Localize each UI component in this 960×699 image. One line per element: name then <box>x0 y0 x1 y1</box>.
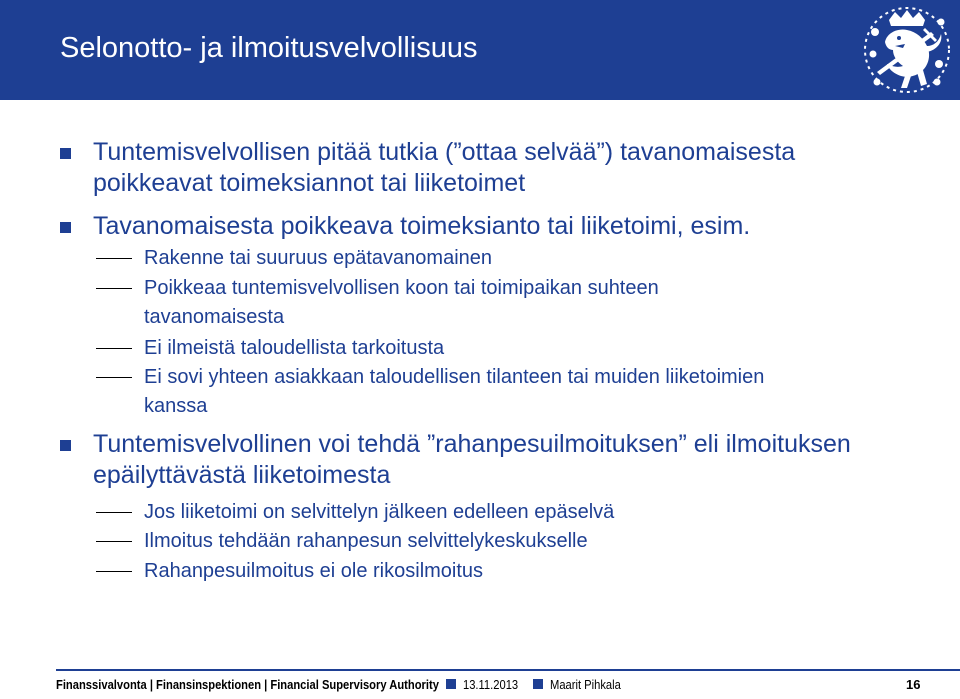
footer-organization: Finanssivalvonta | Finansinspektionen | Financial Supervisory Authority <box>56 677 439 692</box>
subitem-3-3: Rahanpesuilmoitus ei ole rikosilmoitus <box>144 560 484 582</box>
dash-icon <box>96 288 132 289</box>
bullet-square-icon <box>60 440 71 451</box>
bullet-3-line-2: epäilyttävästä liiketoimesta <box>93 461 391 489</box>
subitem-3-1: Jos liiketoimi on selvittelyn jälkeen edelleen epäselvä <box>144 501 615 523</box>
subitem-2-2-line-2: tavanomaisesta <box>144 306 285 328</box>
subitem-2-4-line-1: Ei sovi yhteen asiakkaan taloudellisen tilanteen tai muiden liiketoimien <box>144 366 765 388</box>
footer-author: Maarit Pihkala <box>550 677 621 692</box>
dash-icon <box>96 377 132 378</box>
subitem-3-2: Ilmoitus tehdään rahanpesun selvittelykeskukselle <box>144 530 588 552</box>
subitem-2-3: Ei ilmeistä taloudellista tarkoitusta <box>144 337 445 359</box>
subitem-2-4-line-2: kanssa <box>144 395 208 417</box>
slide-header <box>0 0 960 100</box>
bullet-3-line-1: Tuntemisvelvollinen voi tehdä ”rahanpesuilmoituksen” eli ilmoituksen <box>93 430 851 458</box>
footer-date: 13.11.2013 <box>463 677 519 692</box>
dash-icon <box>96 541 132 542</box>
slide-title: Selonotto- ja ilmoitusvelvollisuus <box>60 32 478 64</box>
footer-square-icon <box>446 679 456 689</box>
bullet-1-line-1: Tuntemisvelvollisen pitää tutkia (”ottaa selvää”) tavanomaisesta <box>93 138 796 166</box>
bullet-2-line-1: Tavanomaisesta poikkeava toimeksianto tai liiketoimi, esim. <box>93 212 751 240</box>
page-number: 16 <box>906 677 921 692</box>
subitem-2-2-line-1: Poikkeaa tuntemisvelvollisen koon tai toimipaikan suhteen <box>144 277 659 299</box>
finland-lion-crest-icon <box>855 2 959 98</box>
subitem-2-1: Rakenne tai suuruus epätavanomainen <box>144 247 493 269</box>
dash-icon <box>96 348 132 349</box>
footer-divider <box>56 669 960 671</box>
bullet-square-icon <box>60 148 71 159</box>
dash-icon <box>96 512 132 513</box>
footer-square-icon <box>533 679 543 689</box>
bullet-1-line-2: poikkeavat toimeksiannot tai liiketoimet <box>93 169 526 197</box>
dash-icon <box>96 258 132 259</box>
bullet-square-icon <box>60 222 71 233</box>
dash-icon <box>96 571 132 572</box>
